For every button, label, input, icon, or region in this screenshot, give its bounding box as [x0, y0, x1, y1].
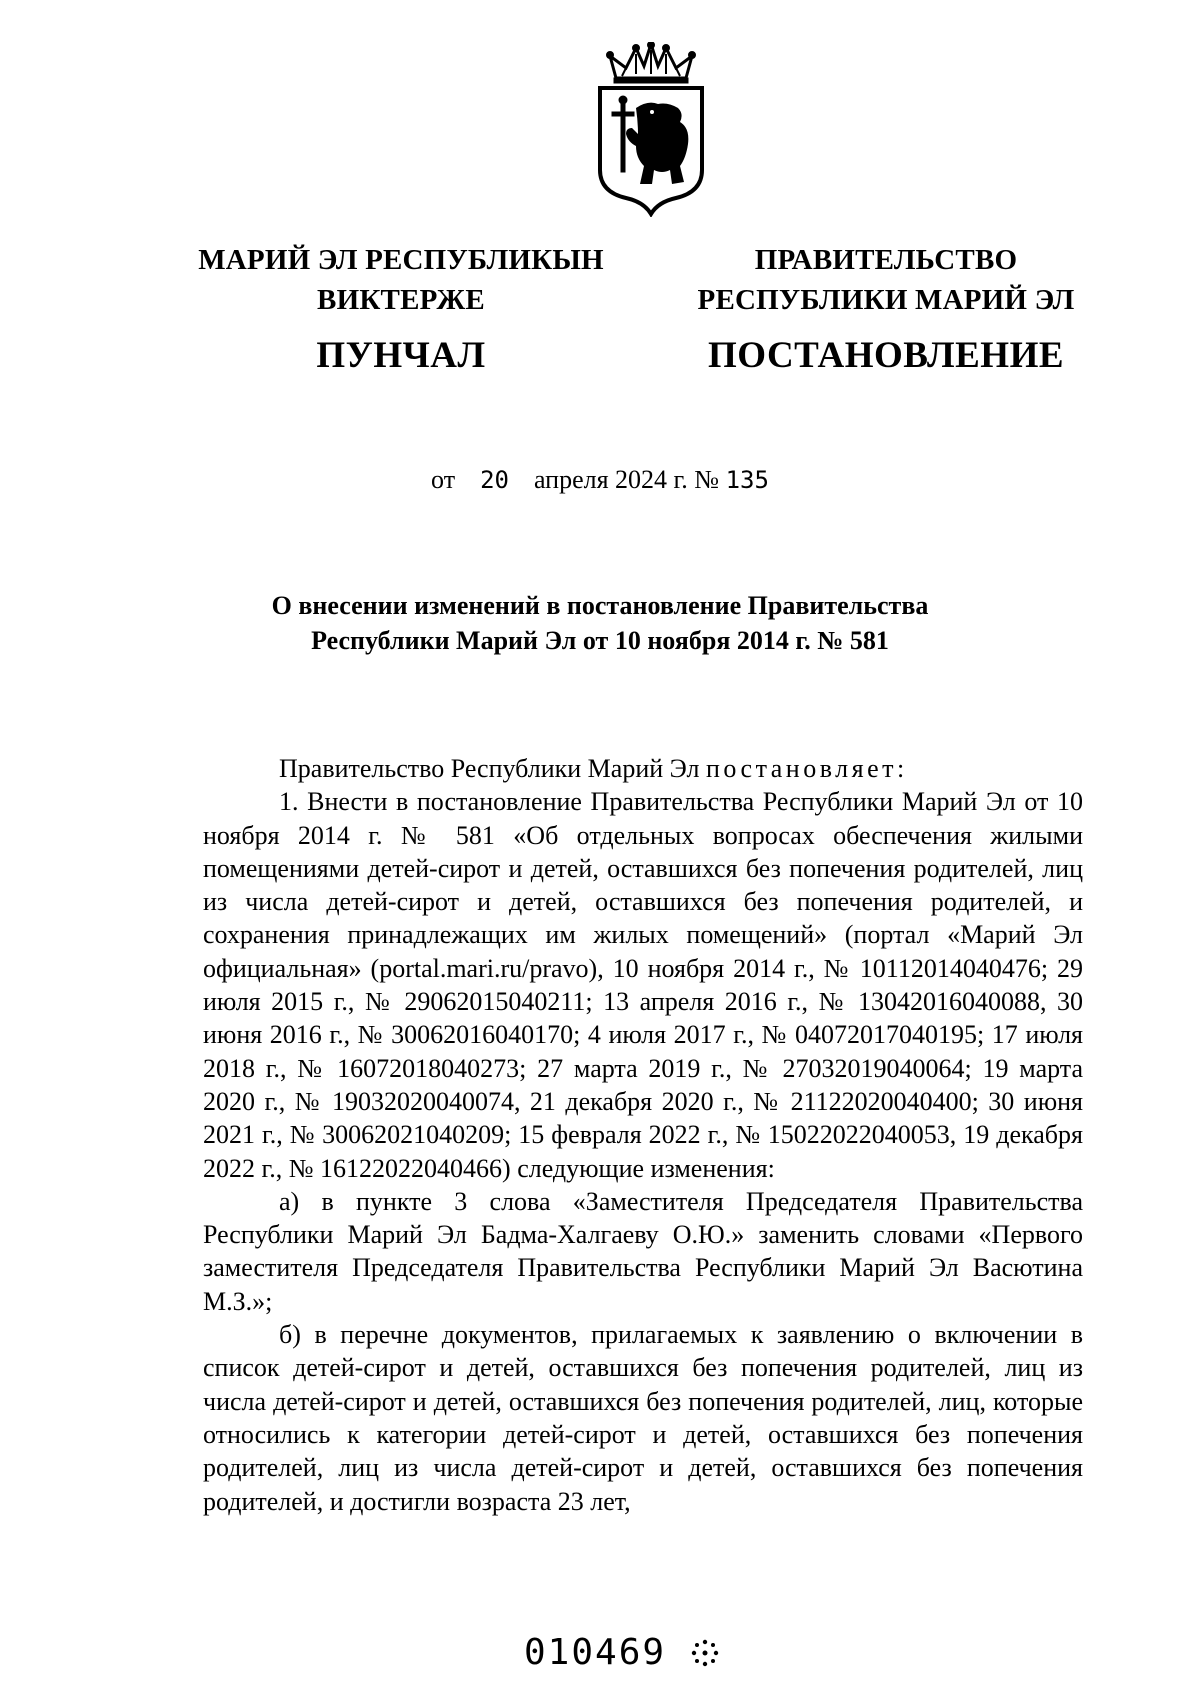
- document-title: [150, 588, 1050, 658]
- date-line: [0, 465, 1200, 495]
- title-line1: О внесении изменений в постановление Правительства: [271, 591, 929, 620]
- preamble: [203, 752, 1083, 785]
- paragraph-item-1: 1. Внести в постановление Правительства Республики Марий Эл от 10 ноября 2014 г. № 581 «Об отдельных вопросах обеспечения жилыми помещениями детей-сирот и детей, оставшихся без попечения родителей, лиц из числа детей-сирот и детей, оставшихся без попечения родителей, и сохранения принадлежащих им жилых помещений» (портал «Марий Эл официальная» (portal.mari.ru/pravo), 10 ноября 2014 г., № 10112014040476; 29 июля 2015 г., № 29062015040211; 13 апреля 2016 г., № 13042016040088, 30 июня 2016 г., № 30062016040170; 4 июля 2017 г., № 04072017040195; 17 июля 2018 г., № 16072018040273; 27 марта 2019 г., № 27032019040064; 19 марта 2020 г., № 19032020040074, 21 декабря 2020 г., № 21122020040400; 30 июня 2021 г., № 30062021040209; 15 февраля 2022 г., № 15022022040053, 19 декабря 2022 г., № 16122022040466) следующие изменения:: [203, 787, 1083, 1183]
- paragraph-item-a: а) в пункте 3 слова «Заместителя Председателя Правительства Республики Марий Эл Бадма-Халгаеву О.Ю.» заменить словами «Первого заместителя Председателя Правительства Республики Марий Эл Васютина М.З.»;: [203, 1186, 1083, 1316]
- preamble-decision: постановляет:: [705, 754, 908, 783]
- header-mari-line2: ВИКТЕРЖЕ: [317, 284, 485, 316]
- header-russian-line1: ПРАВИТЕЛЬСТВО: [754, 244, 1018, 276]
- form-serial-number: 010469: [524, 1632, 667, 1673]
- paragraph-item-b: б) в перечне документов, прилагаемых к заявлению о включении в список детей-сирот и детей, оставшихся без попечения родителей, лиц из числа детей-сирот и детей, оставшихся без попечения родителей, лиц, которые относились к категории детей-сирот и детей, оставшихся без попечения родителей, лиц из числа детей-сирот и детей, оставшихся без попечения родителей, и достигли возраста 23 лет,: [203, 1320, 1083, 1516]
- preamble-lead: Правительство Республики Марий Эл: [279, 754, 706, 783]
- document-body: [203, 752, 1083, 1518]
- coat-of-arms-icon: [592, 42, 710, 217]
- date-month-year: апреля 2024 г. №: [533, 465, 720, 494]
- ornament-mark-icon: [690, 1638, 720, 1668]
- header-mari-doc-type: ПУНЧАЛ: [316, 335, 486, 376]
- date-prefix: от: [431, 465, 456, 494]
- header-mari-line1: МАРИЙ ЭЛ РЕСПУБЛИКЫН: [198, 244, 604, 276]
- title-line2: Республики Марий Эл от 10 ноября 2014 г. № 581: [311, 626, 889, 655]
- header-russian-doc-type: ПОСТАНОВЛЕНИЕ: [707, 335, 1065, 376]
- header-mari: [186, 240, 616, 378]
- date-day: 20: [480, 466, 509, 494]
- document-number: 135: [725, 466, 769, 494]
- header-russian: [686, 240, 1086, 378]
- header-russian-line2: РЕСПУБЛИКИ МАРИЙ ЭЛ: [697, 284, 1075, 316]
